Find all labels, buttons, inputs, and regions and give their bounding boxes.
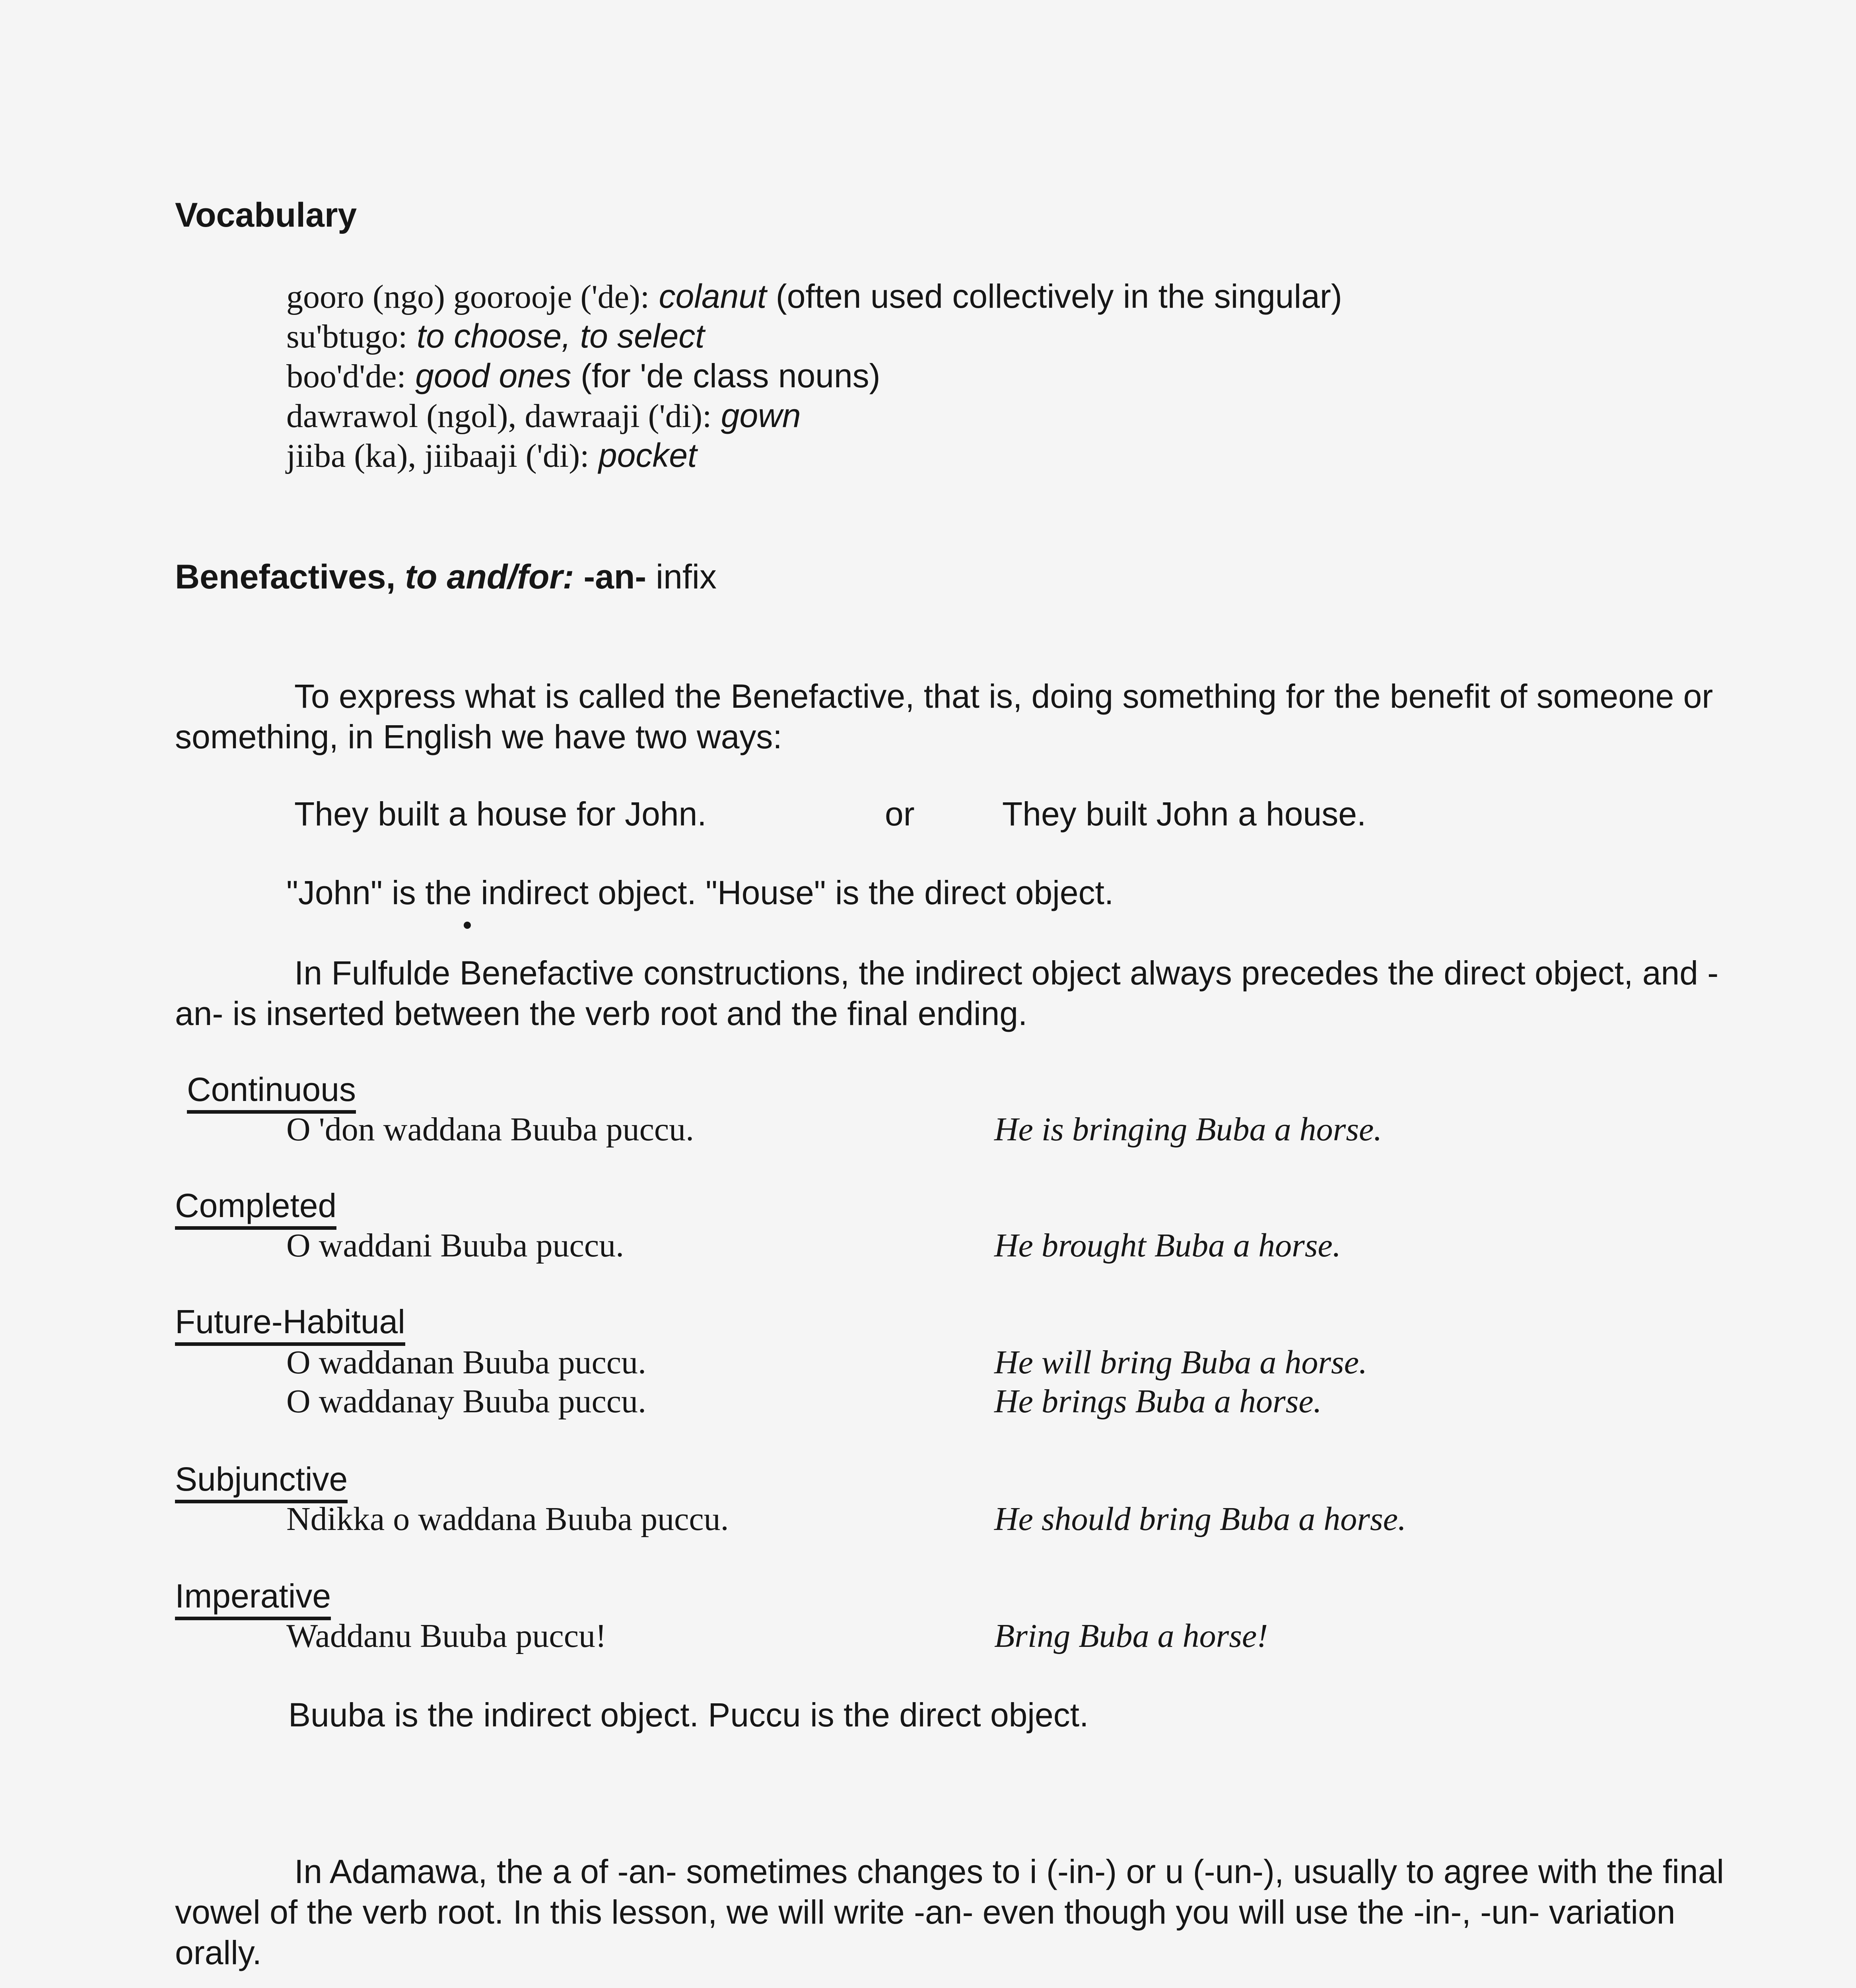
heading-part: to and/for: — [405, 558, 574, 596]
benefactive-heading — [175, 557, 717, 597]
conjugation-label: Future-Habitual — [175, 1303, 405, 1346]
fulfulde-sentence: O waddani Buuba puccu. — [286, 1227, 624, 1264]
english-gloss: Bring Buba a horse! — [994, 1617, 1268, 1654]
fulfulde-sentence: O 'don waddana Buuba puccu. — [286, 1111, 694, 1148]
english-example-1: They built a house for John. — [294, 795, 707, 833]
vocabulary-term: boo'd'de: — [286, 358, 406, 395]
vocabulary-term: dawrawol (ngol), dawraaji ('di): — [286, 398, 712, 435]
intro-paragraph — [175, 676, 1726, 757]
adamawa-text: In Adamawa, the a of -an- sometimes changes to i (-in-) or u (-un-), usually to agree with the final vowel of the verb root. In this lesson, we will write -an- even though you will use the -in-, -un- variation orally. — [175, 1853, 1724, 1971]
vocabulary-term: jiiba (ka), jiibaaji ('di): — [286, 437, 589, 474]
object-summary: Buuba is the indirect object. Puccu is the direct object. — [288, 1696, 1089, 1734]
vocabulary-item — [286, 395, 801, 437]
vocabulary-term: gooro (ngo) goorooje ('de): — [286, 278, 650, 315]
fulfulde-sentence: O waddanan Buuba puccu. — [286, 1344, 647, 1381]
vocabulary-gloss: good ones — [415, 357, 571, 394]
fulfulde-text: In Fulfulde Benefactive constructions, the indirect object always precedes the direct object, and -an- is inserted between the verb root and the final ending. — [175, 954, 1719, 1032]
fulfulde-paragraph — [175, 953, 1726, 1034]
conjugation-label: Imperative — [175, 1577, 331, 1620]
fulfulde-sentence: Waddanu Buuba puccu! — [286, 1617, 606, 1654]
conjugation-label: Subjunctive — [175, 1460, 348, 1503]
english-example-2: They built John a house. — [1002, 795, 1366, 833]
heading-part: infix — [656, 558, 717, 596]
fulfulde-sentence: O waddanay Buuba puccu. — [286, 1383, 647, 1420]
example-or: or — [885, 795, 915, 833]
english-gloss: He brought Buba a horse. — [994, 1227, 1341, 1264]
vocabulary-note: (often used collectively in the singular) — [775, 278, 1342, 315]
conjugation-label: Continuous — [187, 1070, 356, 1114]
heading-part: Benefactives, — [175, 558, 396, 596]
vocabulary-gloss: colanut — [659, 278, 767, 315]
vocabulary-item — [286, 435, 697, 476]
english-gloss: He should bring Buba a horse. — [994, 1501, 1406, 1538]
vocabulary-item — [286, 276, 1342, 317]
conjugation-label: Completed — [175, 1186, 336, 1230]
vocabulary-term: su'btugo: — [286, 318, 408, 355]
vocabulary-heading: Vocabulary — [175, 196, 357, 234]
vocabulary-item — [286, 316, 705, 357]
vocabulary-gloss: gown — [721, 397, 801, 434]
stray-dot — [464, 922, 471, 929]
english-gloss: He is bringing Buba a horse. — [994, 1111, 1382, 1148]
heading-part: -an- — [583, 558, 647, 596]
objects-note: "John" is the indirect object. "House" is the direct object. — [286, 874, 1114, 911]
vocabulary-note: (for 'de class nouns) — [580, 357, 880, 394]
intro-text: To express what is called the Benefactive, that is, doing something for the benefit of someone or something, in English we have two ways: — [175, 678, 1713, 755]
vocabulary-item — [286, 355, 880, 397]
fulfulde-sentence: Ndikka o waddana Buuba puccu. — [286, 1501, 729, 1538]
english-gloss: He will bring Buba a horse. — [994, 1344, 1367, 1381]
adamawa-paragraph — [175, 1851, 1726, 1973]
english-gloss: He brings Buba a horse. — [994, 1383, 1322, 1420]
vocabulary-gloss: pocket — [598, 437, 697, 474]
vocabulary-gloss: to choose, to select — [416, 317, 705, 355]
